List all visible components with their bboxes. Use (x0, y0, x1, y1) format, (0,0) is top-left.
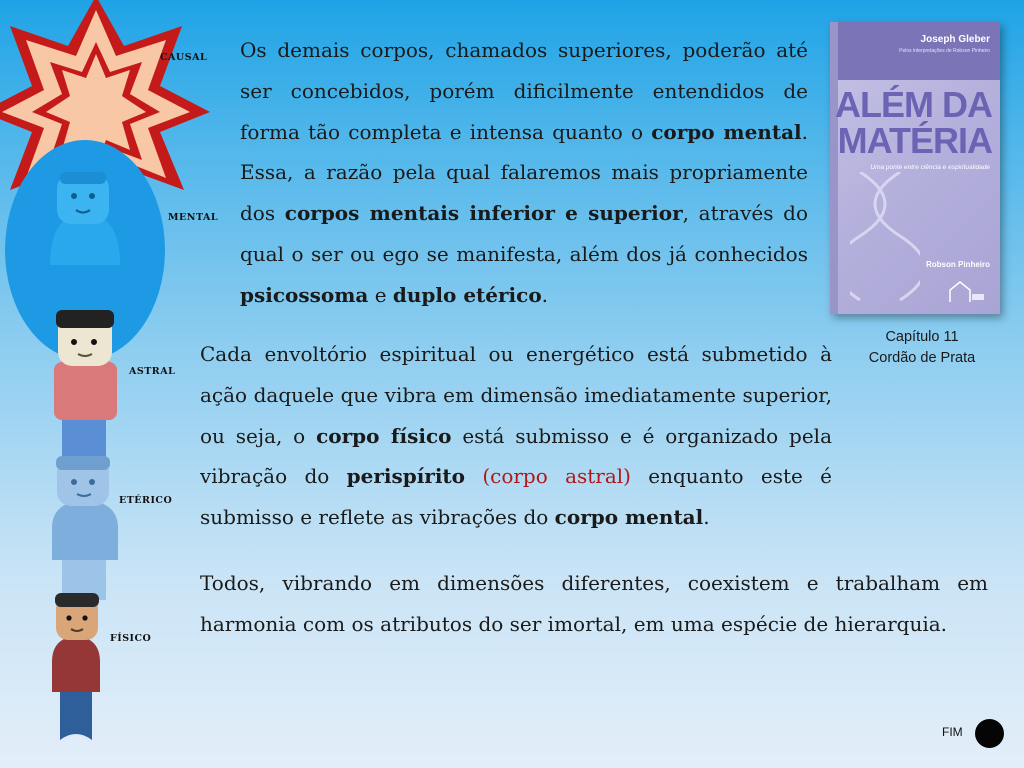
p2-text-4: . (703, 505, 710, 530)
label-fisico: FÍSICO (110, 633, 152, 644)
p1-text-5: . (541, 282, 549, 307)
p1-bold-corpos-mentais: corpos mentais inferior e superior (284, 201, 683, 226)
p2-red-corpo-astral: (corpo astral) (465, 464, 631, 489)
p2-text-1: Cada envoltório espiritual ou energético está submetido à ação daquele que vibra em dimensão imediatamente superior, ou seja, o (200, 342, 832, 448)
paragraph-superior-bodies (240, 30, 808, 316)
p1-text-3: , através do qual o ser ou ego se manifesta, além dos já conhecidos (240, 201, 809, 266)
dna-helix-icon (850, 172, 920, 302)
fim-label[interactable]: FIM (942, 725, 963, 739)
label-causal: CAUSAL (160, 52, 208, 63)
paragraph-hierarquia (200, 563, 988, 645)
fisico-figure-icon (52, 593, 100, 740)
book-robson-pinheiro: Robson Pinheiro (926, 260, 990, 269)
book-cover-image (830, 22, 1000, 314)
book-spine (830, 22, 838, 314)
astral-figure-icon (54, 310, 117, 464)
p1-text-1: Os demais corpos, chamados superiores, poderão até ser concebidos, porém dificilmente entendidos de forma tão completa e intensa quanto o (240, 38, 808, 144)
p1-bold-psicossoma: psicossoma (240, 282, 369, 307)
book-subtitle: Uma ponte entre ciência e espiritualidade (870, 164, 990, 171)
p2-bold-perispirito: perispírito (346, 464, 466, 489)
p2-bold-corpo-mental: corpo mental (554, 505, 704, 530)
book-author: Joseph Gleber (920, 34, 990, 45)
book-title-line2: MATÉRIA (837, 120, 992, 161)
caption-chapter: Capítulo 11 (885, 329, 959, 345)
p1-text-4: e (368, 282, 393, 307)
p1-text-2: . Essa, a razão pela qual falaremos mais propriamente dos (240, 119, 808, 226)
p1-bold-corpo-mental: corpo mental (651, 119, 802, 144)
book-caption (846, 327, 998, 369)
label-mental: MENTAL (168, 212, 219, 223)
p2-text-3: enquanto este é submisso e reflete as vibrações do (200, 464, 832, 530)
label-eterico: ETÉRICO (119, 495, 173, 506)
p3-text-1: Todos, vibrando em dimensões diferentes, coexistem e trabalham em harmonia com os atributos do ser imortal, em uma espécie de hierarquia. (200, 571, 988, 636)
p2-bold-corpo-fisico: corpo físico (316, 423, 452, 448)
p2-text-2: está submisso e é organizado pela vibração do (200, 423, 833, 489)
p1-bold-duplo-eterico: duplo etérico (392, 282, 542, 307)
book-title-line1: ALÉM DA (835, 84, 992, 125)
book-tagline: Pelos interpretações de Robson Pinheiro (899, 48, 990, 54)
paragraph-envoltorio (200, 334, 832, 538)
publisher-logo-icon (946, 278, 986, 306)
eterico-figure-icon (52, 456, 118, 600)
caption-title: Cordão de Prata (868, 350, 976, 366)
end-dot-icon[interactable] (975, 719, 1004, 748)
label-astral: ASTRAL (129, 366, 176, 377)
